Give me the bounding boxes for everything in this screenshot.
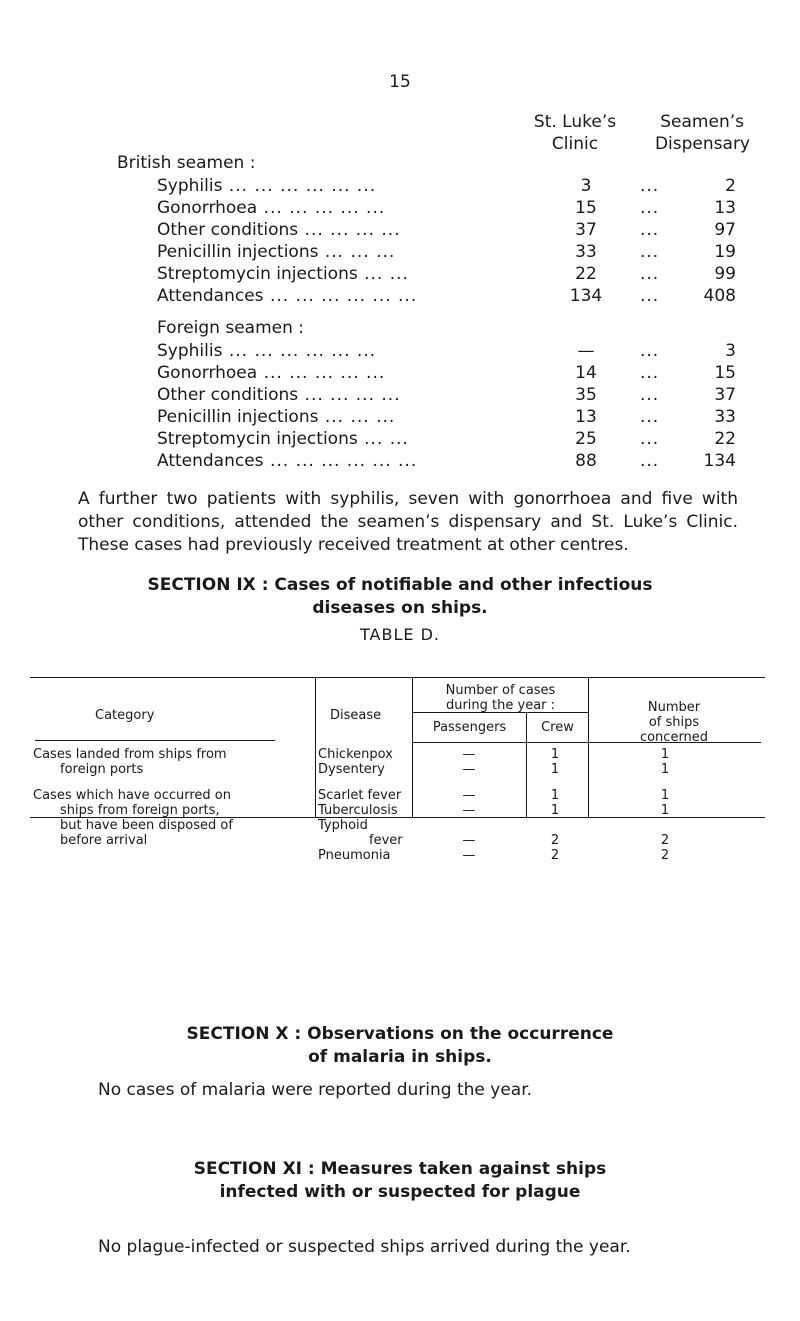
section-ix-title xyxy=(0,574,800,620)
crew-cell: 2 xyxy=(550,848,560,863)
crew-cell: 1 xyxy=(550,788,560,803)
data-row xyxy=(157,406,750,428)
row-label-wrap xyxy=(157,340,376,362)
leader-dots: ... ... ... ... ... xyxy=(257,363,386,383)
header-category: Category xyxy=(95,708,155,723)
dispensary-value: 15 xyxy=(714,363,736,383)
ships-cell: 2 xyxy=(660,833,670,848)
data-row xyxy=(157,241,750,263)
row-label: Syphilis xyxy=(157,341,223,361)
data-row xyxy=(157,175,750,197)
ships-cell: 1 xyxy=(660,788,670,803)
row-label: Penicillin injections xyxy=(157,407,319,427)
leader-dots: ... ... ... ... ... ... xyxy=(222,176,377,196)
leader-dots: ... xyxy=(640,451,660,471)
section-xi-title-line1: SECTION XI : Measures taken against ships xyxy=(193,1159,607,1179)
data-row xyxy=(157,197,750,219)
section-x-title xyxy=(0,1023,800,1069)
disease-typhoid-line1: Typhoid xyxy=(318,818,368,833)
section-x-text: No cases of malaria were reported during the year. xyxy=(98,1080,533,1100)
leader-dots: ... xyxy=(640,176,660,196)
crew-cell: 1 xyxy=(550,803,560,818)
disease-pneumonia: Pneumonia xyxy=(318,848,391,863)
row-label-wrap xyxy=(157,285,417,307)
leader-dots: ... ... ... ... ... ... xyxy=(263,286,418,306)
section-ix-title-line1: SECTION IX : Cases of notifiable and other infectious xyxy=(147,575,653,595)
dispensary-value: 33 xyxy=(714,407,736,427)
ships-cell: 2 xyxy=(660,848,670,863)
leader-dots: ... xyxy=(640,264,660,284)
crew-cell: 2 xyxy=(550,833,560,848)
british-seamen-heading: British seamen : xyxy=(117,153,256,173)
leader-dots: ... ... ... ... ... xyxy=(257,198,386,218)
leader-dots: ... xyxy=(640,429,660,449)
leader-dots: ... xyxy=(640,242,660,262)
dispensary-value: 134 xyxy=(703,451,736,471)
ships-cell: 1 xyxy=(660,803,670,818)
data-row xyxy=(157,263,750,285)
clinic-value: 3 xyxy=(580,176,592,196)
row-label: Syphilis xyxy=(157,176,223,196)
row-label: Other conditions xyxy=(157,385,299,405)
leader-dots: ... ... ... ... xyxy=(298,220,401,240)
group2-line1: Cases which have occurred on xyxy=(33,788,231,803)
disease-left-rule xyxy=(315,678,316,817)
row-label: Gonorrhoea xyxy=(157,363,258,383)
clinic-value: 14 xyxy=(575,363,597,383)
passengers-cell: — xyxy=(462,833,476,848)
row-label-wrap xyxy=(157,263,409,285)
dispensary-value: 37 xyxy=(714,385,736,405)
leader-dots: ... xyxy=(640,385,660,405)
header-disease: Disease xyxy=(330,708,382,723)
data-row xyxy=(157,362,750,384)
disease-chickenpox: Chickenpox xyxy=(318,747,393,762)
table-top-rule xyxy=(30,677,765,678)
category-header-rule xyxy=(35,740,275,741)
clinic-value: 35 xyxy=(575,385,597,405)
dispensary-header-line2: Dispensary xyxy=(654,134,750,154)
page-number: 15 xyxy=(389,72,411,92)
row-label: Streptomycin injections xyxy=(157,264,358,284)
header-crew: Crew xyxy=(541,720,574,735)
dispensary-value: 2 xyxy=(725,176,736,196)
leader-dots: ... xyxy=(640,363,660,383)
section-xi-title-line2: infected with or suspected for plague xyxy=(219,1182,581,1202)
clinic-value: 88 xyxy=(575,451,597,471)
dispensary-value: 19 xyxy=(714,242,736,262)
leader-dots: ... ... xyxy=(357,264,409,284)
data-row xyxy=(157,219,750,241)
passengers-cell: — xyxy=(462,788,476,803)
leader-dots: ... ... ... xyxy=(318,242,396,262)
clinic-header-line1: St. Luke’s xyxy=(533,112,617,132)
row-label-wrap xyxy=(157,197,385,219)
leader-dots: ... xyxy=(640,220,660,240)
row-label: Penicillin injections xyxy=(157,242,319,262)
cases-header-bottom-rule xyxy=(413,742,588,743)
group2-line4: before arrival xyxy=(60,833,148,848)
ships-cell: 1 xyxy=(660,762,670,777)
ships-cell: 1 xyxy=(660,747,670,762)
leader-dots: ... ... ... ... xyxy=(298,385,401,405)
group2-line2: ships from foreign ports, xyxy=(60,803,220,818)
data-row xyxy=(157,428,750,450)
clinic-value: — xyxy=(577,341,595,361)
data-row xyxy=(157,450,750,472)
clinic-value: 25 xyxy=(575,429,597,449)
section-x-title-line2: of malaria in ships. xyxy=(308,1047,492,1067)
header-ships-line3: concerned xyxy=(639,730,709,745)
data-row xyxy=(157,340,750,362)
section-xi-title xyxy=(0,1158,800,1204)
dispensary-header-line1: Seamen’s xyxy=(660,112,744,132)
clinic-value: 33 xyxy=(575,242,597,262)
disease-tuberculosis: Tuberculosis xyxy=(318,803,398,818)
header-ships-line2: of ships xyxy=(648,715,700,730)
clinic-header-line2: Clinic xyxy=(551,134,599,154)
foreign-seamen-heading: Foreign seamen : xyxy=(157,318,304,338)
clinic-value: 134 xyxy=(569,286,603,306)
dispensary-value: 3 xyxy=(725,341,736,361)
leader-dots: ... ... ... xyxy=(318,407,396,427)
leader-dots: ... ... ... ... ... ... xyxy=(263,451,418,471)
dispensary-column-header xyxy=(590,111,750,155)
crew-cell: 1 xyxy=(550,762,560,777)
passengers-cell: — xyxy=(462,747,476,762)
row-label-wrap xyxy=(157,362,385,384)
leader-dots: ... xyxy=(640,286,660,306)
leader-dots: ... xyxy=(640,341,660,361)
passengers-cell: — xyxy=(462,803,476,818)
clinic-value: 37 xyxy=(575,220,597,240)
row-label-wrap xyxy=(157,219,401,241)
table-d-title: TABLE D. xyxy=(360,625,440,644)
disease-typhoid-line2: fever xyxy=(369,833,403,848)
row-label: Streptomycin injections xyxy=(157,429,358,449)
passengers-cell: — xyxy=(462,848,476,863)
header-cases-line1: Number of cases xyxy=(445,683,556,698)
disease-scarlet-fever: Scarlet fever xyxy=(318,788,402,803)
disease-dysentery: Dysentery xyxy=(318,762,385,777)
clinic-value: 13 xyxy=(575,407,597,427)
clinic-value: 15 xyxy=(575,198,597,218)
row-label-wrap xyxy=(157,428,409,450)
row-label-wrap xyxy=(157,241,395,263)
dispensary-value: 97 xyxy=(714,220,736,240)
row-label: Attendances xyxy=(157,451,264,471)
row-label-wrap xyxy=(157,406,395,428)
row-label-wrap xyxy=(157,450,417,472)
row-label: Other conditions xyxy=(157,220,299,240)
clinic-value: 22 xyxy=(575,264,597,284)
section-xi-text: No plague-infected or suspected ships arrived during the year. xyxy=(98,1237,631,1257)
dispensary-value: 13 xyxy=(714,198,736,218)
header-passengers: Passengers xyxy=(432,720,507,735)
leader-dots: ... xyxy=(640,407,660,427)
header-ships-line1: Number xyxy=(647,700,701,715)
leader-dots: ... ... xyxy=(357,429,409,449)
crew-cell: 1 xyxy=(550,747,560,762)
leader-dots: ... ... ... ... ... ... xyxy=(222,341,377,361)
leader-dots: ... xyxy=(640,198,660,218)
row-label-wrap xyxy=(157,384,401,406)
row-label: Gonorrhoea xyxy=(157,198,258,218)
dispensary-value: 408 xyxy=(703,286,736,306)
row-label-wrap xyxy=(157,175,376,197)
group1-line2: foreign ports xyxy=(60,762,144,777)
passengers-cell: — xyxy=(462,762,476,777)
section-ix-title-line2: diseases on ships. xyxy=(312,598,488,618)
row-label: Attendances xyxy=(157,286,264,306)
dispensary-value: 22 xyxy=(714,429,736,449)
section-x-title-line1: SECTION X : Observations on the occurrence xyxy=(186,1024,614,1044)
ships-left-rule xyxy=(588,678,589,817)
header-cases-line2: during the year : xyxy=(445,698,556,713)
group2-line3: but have been disposed of xyxy=(60,818,233,833)
data-row xyxy=(157,384,750,406)
group1-line1: Cases landed from ships from xyxy=(33,747,227,762)
data-row xyxy=(157,285,750,307)
further-patients-paragraph: A further two patients with syphilis, seven with gonorrhoea and five with other conditions, attended the seamen’s dispensary and St. Luke’s Clinic. These cases had previously received treatment at other centres. xyxy=(78,489,738,555)
dispensary-value: 99 xyxy=(714,264,736,284)
